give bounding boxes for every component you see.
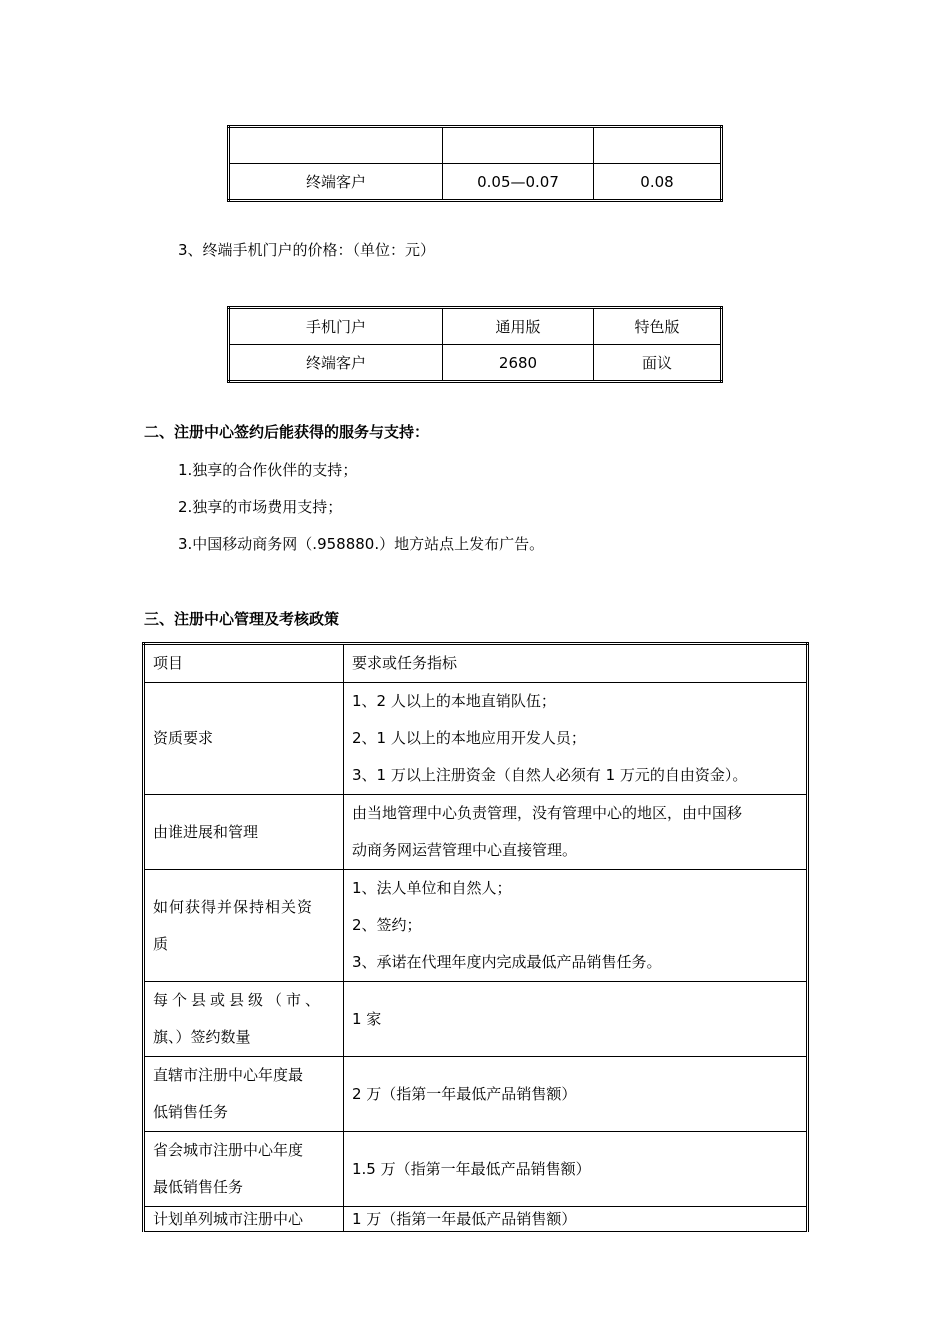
row-value-line: 由当地管理中心负责管理，没有管理中心的地区，由中国移 [352, 804, 743, 822]
row-label-line: 低销售任务 [153, 1103, 229, 1121]
table-cell: 终端客户 [229, 345, 443, 382]
row-label [144, 683, 344, 795]
table-header-row [144, 644, 808, 683]
row-label-line: 省会城市注册中心年度 [153, 1141, 304, 1159]
row-label [144, 870, 344, 982]
list-item: 2.独享的市场费用支持； [178, 498, 343, 516]
row-label-line: 旗、）签约数量 [153, 1028, 251, 1046]
row-label-line: 直辖市注册中心年度最 [153, 1066, 304, 1084]
row-label-line: 每个县或县级（市、 [153, 991, 325, 1009]
row-label-line: 质 [153, 934, 169, 953]
row-value: 1 万（指第一年最低产品销售额） [344, 1207, 808, 1232]
row-value-line: 1、2 人以上的本地直销队伍； [352, 692, 556, 710]
section-3-title: 三、注册中心管理及考核政策 [144, 610, 340, 628]
table-cell: 终端客户 [229, 164, 443, 201]
table-row [144, 1057, 808, 1132]
table-header-row [229, 308, 722, 345]
price-table [227, 306, 723, 383]
policy-table [142, 642, 809, 1232]
row-label [144, 1132, 344, 1207]
table-row [229, 164, 722, 201]
row-value-line: 2、1 人以上的本地应用开发人员； [352, 729, 586, 747]
row-value-line: 动商务网运营管理中心直接管理。 [352, 841, 578, 859]
row-value [344, 683, 808, 795]
table-row [144, 982, 808, 1057]
table-row [144, 1207, 808, 1232]
table-row [229, 345, 722, 382]
table-cell: 面议 [594, 345, 722, 382]
row-label-line: 如何获得并保持相关资 [153, 897, 314, 916]
row-value-line: 1、法人单位和自然人； [352, 879, 512, 897]
row-value: 1 家 [344, 982, 808, 1057]
row-label-line: 最低销售任务 [153, 1178, 244, 1196]
table-cell: 2680 [443, 345, 594, 382]
table-cell: 0.05—0.07 [443, 164, 594, 201]
row-value: 2 万（指第一年最低产品销售额） [344, 1057, 808, 1132]
row-value: 1.5 万（指第一年最低产品销售额） [344, 1132, 808, 1207]
table-header-cell: 通用版 [443, 308, 594, 345]
table-row [144, 683, 808, 795]
row-label [144, 795, 344, 870]
row-value [344, 795, 808, 870]
table-header-cell: 特色版 [594, 308, 722, 345]
table-row [144, 1132, 808, 1207]
row-label: 计划单列城市注册中心 [144, 1207, 344, 1232]
table-cell: 0.08 [594, 164, 722, 201]
table-header-cell: 手机门户 [229, 308, 443, 345]
row-value-line: 3、1 万以上注册资金（自然人必须有 1 万元的自由资金）。 [352, 766, 748, 784]
table-row [144, 795, 808, 870]
table-cell [229, 127, 443, 164]
price-heading: 3、终端手机门户的价格：（单位：元） [178, 241, 436, 259]
table-cell [594, 127, 722, 164]
commission-table [227, 125, 723, 202]
row-label [144, 1057, 344, 1132]
row-label-text: 资质要求 [153, 729, 214, 747]
section-2-title: 二、注册中心签约后能获得的服务与支持： [144, 423, 430, 441]
table-header-cell: 项目 [144, 644, 344, 683]
row-value [344, 870, 808, 982]
row-value-line: 2、签约； [352, 916, 422, 934]
row-label [144, 982, 344, 1057]
table-header-cell: 要求或任务指标 [344, 644, 808, 683]
table-cell [443, 127, 594, 164]
table-row [229, 127, 722, 164]
table-row [144, 870, 808, 982]
row-label-text: 由谁进展和管理 [153, 822, 259, 841]
row-value-line: 3、承诺在代理年度内完成最低产品销售任务。 [352, 953, 662, 971]
list-item: 3.中国移动商务网（.958880.）地方站点上发布广告。 [178, 535, 545, 553]
list-item: 1.独享的合作伙伴的支持； [178, 461, 358, 479]
